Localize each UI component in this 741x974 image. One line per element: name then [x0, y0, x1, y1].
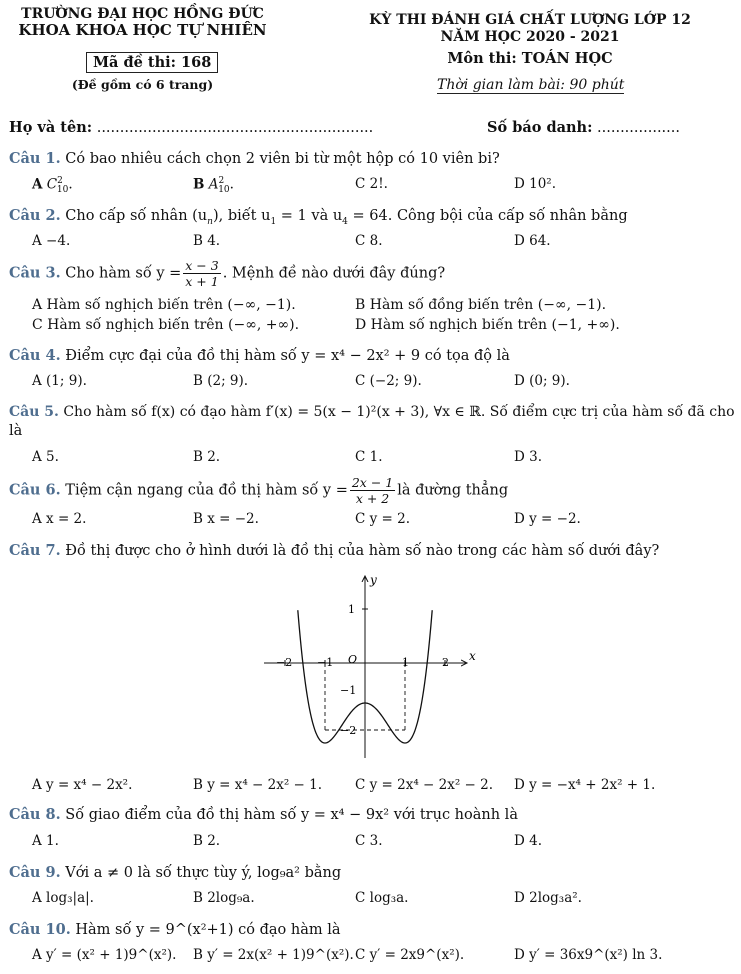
question-text: Điểm cực đại của đồ thị hàm số y = x⁴ − 2x² + 9 có tọa độ là	[65, 348, 510, 364]
option-q10-c[interactable]: C y′ = 2x9^(x²).	[355, 947, 465, 963]
x-tick-label: 1	[402, 656, 409, 669]
y-axis-label: y	[370, 573, 377, 587]
option-q6-a[interactable]: A x = 2.	[32, 511, 87, 527]
option-q4-d[interactable]: D (0; 9).	[514, 373, 570, 389]
option-q2-a[interactable]: A −4.	[32, 233, 71, 249]
question-label: Câu 7.	[9, 542, 61, 559]
question-text: Tiệm cận ngang của đồ thị hàm số y =	[65, 482, 348, 499]
subject: Môn thi: TOÁN HỌC	[447, 50, 613, 67]
question-5-cont: là	[9, 423, 23, 439]
option-q5-c[interactable]: C 1.	[355, 449, 383, 465]
question-5	[9, 404, 735, 420]
option-q9-c[interactable]: C log₃a.	[355, 890, 409, 906]
question-4	[9, 347, 510, 364]
question-label: Câu 8.	[9, 806, 61, 823]
option-q10-d[interactable]: D y′ = 36x9^(x²) ln 3.	[514, 947, 663, 963]
question-text: là đường thẳng	[397, 482, 509, 499]
x-tick-label: −1	[317, 656, 334, 669]
option-q1-a[interactable]: A $C^2_{10}$.	[32, 176, 73, 196]
x-tick-label: 2	[442, 656, 449, 669]
option-q8-c[interactable]: C 3.	[355, 833, 383, 849]
question-label: Câu 4.	[9, 347, 61, 364]
question-text: = 64. Công bội của cấp số nhân bằng	[347, 208, 628, 224]
student-name-line	[9, 119, 373, 136]
option-q3-a[interactable]: A Hàm số nghịch biến trên (−∞, −1).	[32, 297, 296, 313]
option-q6-b[interactable]: B x = −2.	[193, 511, 259, 527]
pages-note: (Đề gồm có 6 trang)	[71, 77, 214, 92]
option-q4-a[interactable]: A (1; 9).	[32, 373, 87, 389]
question-label: Câu 3.	[9, 264, 61, 282]
option-q3-b[interactable]: B Hàm số đồng biến trên (−∞, −1).	[355, 297, 607, 313]
x-axis-label: x	[469, 649, 476, 663]
option-q10-b[interactable]: B y′ = 2x(x² + 1)9^(x²).	[193, 947, 354, 963]
y-tick-label: 1	[348, 603, 355, 616]
option-q9-a[interactable]: A log₃|a|.	[32, 890, 94, 906]
option-letter: A	[32, 176, 43, 193]
option-q4-c[interactable]: C (−2; 9).	[355, 373, 422, 389]
question-8	[9, 806, 518, 823]
question-label: Câu 9.	[9, 864, 61, 881]
option-q5-d[interactable]: D 3.	[514, 449, 542, 465]
name-label: Họ và tên:	[9, 119, 93, 136]
question-9	[9, 864, 341, 881]
option-q7-b[interactable]: B y = x⁴ − 2x² − 1.	[193, 777, 323, 793]
question-text: Có bao nhiêu cách chọn 2 viên bi từ một hộp có 10 viên bi?	[65, 151, 500, 167]
question-text: Hàm số y = 9^(x²+1) có đạo hàm là	[75, 922, 341, 938]
question-text: Cho cấp số nhân (u	[65, 208, 208, 224]
option-q9-d[interactable]: D 2log₃a².	[514, 890, 582, 906]
duration: Thời gian làm bài: 90 phút	[437, 77, 625, 93]
option-q3-d[interactable]: D Hàm số nghịch biến trên (−1, +∞).	[355, 317, 620, 333]
option-q2-b[interactable]: B 4.	[193, 233, 221, 249]
option-q1-d[interactable]: D 10².	[514, 176, 556, 192]
option-q6-d[interactable]: D y = −2.	[514, 511, 581, 527]
option-q9-b[interactable]: B 2log₉a.	[193, 890, 255, 906]
option-q2-d[interactable]: D 64.	[514, 233, 551, 249]
option-q1-b[interactable]: B $A^2_{10}$.	[193, 176, 234, 196]
option-q1-c[interactable]: C 2!.	[355, 176, 388, 192]
option-q10-a[interactable]: A y′ = (x² + 1)9^(x²).	[32, 947, 177, 963]
question-text: Số giao điểm của đồ thị hàm số y = x⁴ − 9x² với trục hoành là	[65, 807, 518, 823]
question-7	[9, 542, 659, 559]
school-name: TRƯỜNG ĐẠI HỌC HỒNG ĐỨC	[21, 6, 264, 22]
question-text: Với a ≠ 0 là số thực tùy ý, log₉a² bằng	[65, 865, 342, 881]
question-label: Câu 1.	[9, 150, 61, 167]
question-2: Câu 2. Cho cấp số nhân $(u_n)$, biết $u_1 = 1$ và $u_4 = 64$. Công bội của cấp số nhân bằng	[9, 207, 628, 227]
id-dots: ..................	[597, 120, 680, 136]
question-text: = 1 và u	[276, 208, 343, 224]
option-q3-c[interactable]: C Hàm số nghịch biến trên (−∞, +∞).	[32, 317, 300, 333]
question-text: . Mệnh đề nào dưới đây đúng?	[222, 265, 446, 282]
question-text: Đồ thị được cho ở hình dưới là đồ thị của hàm số nào trong các hàm số dưới đây?	[65, 543, 660, 559]
y-tick-label: −1	[340, 684, 357, 697]
question-label: Câu 5.	[9, 404, 59, 420]
question-label: Câu 6.	[9, 481, 61, 499]
exam-title: KỲ THI ĐÁNH GIÁ CHẤT LƯỢNG LỚP 12	[369, 12, 691, 28]
y-tick-label: −2	[340, 724, 357, 737]
faculty-name: KHOA KHOA HỌC TỰ NHIÊN	[18, 21, 267, 39]
question-6	[9, 475, 508, 506]
option-q7-a[interactable]: A y = x⁴ − 2x².	[32, 777, 133, 793]
option-q6-c[interactable]: C y = 2.	[355, 511, 411, 527]
option-q7-d[interactable]: D y = −x⁴ + 2x² + 1.	[514, 777, 656, 793]
question-3	[9, 258, 445, 289]
question-10	[9, 921, 341, 938]
function-graph	[262, 568, 477, 763]
exam-code-box: Mã đề thi: 168	[86, 52, 218, 73]
question-label: Câu 10.	[9, 921, 71, 938]
question-1	[9, 150, 500, 167]
school-year: NĂM HỌC 2020 - 2021	[440, 29, 620, 45]
origin-label: O	[348, 653, 358, 666]
option-q8-a[interactable]: A 1.	[32, 833, 59, 849]
student-id-line	[487, 119, 680, 136]
id-label: Số báo danh:	[487, 119, 593, 136]
option-letter: B	[193, 176, 205, 193]
fraction: $\frac{2x - 1}{x + 2}$	[351, 475, 394, 506]
option-q7-c[interactable]: C y = 2x⁴ − 2x² − 2.	[355, 777, 494, 793]
option-q5-a[interactable]: A 5.	[32, 449, 59, 465]
fraction: $\frac{x - 3}{x + 1}$	[185, 258, 219, 289]
x-tick-label: −2	[276, 656, 293, 669]
name-dots: ............................................................	[96, 120, 374, 136]
option-q4-b[interactable]: B (2; 9).	[193, 373, 249, 389]
option-q8-b[interactable]: B 2.	[193, 833, 221, 849]
question-label: Câu 2.	[9, 207, 61, 224]
question-text: Cho hàm số f(x) có đạo hàm f′(x) = 5(x − 1)²(x + 3), ∀x ∈ ℝ. Số điểm cực trị của hàm số đã cho	[63, 404, 735, 420]
option-q2-c[interactable]: C 8.	[355, 233, 383, 249]
option-q8-d[interactable]: D 4.	[514, 833, 542, 849]
question-text: ), biết u	[212, 208, 271, 224]
option-q5-b[interactable]: B 2.	[193, 449, 221, 465]
question-text: Cho hàm số y =	[65, 265, 182, 282]
